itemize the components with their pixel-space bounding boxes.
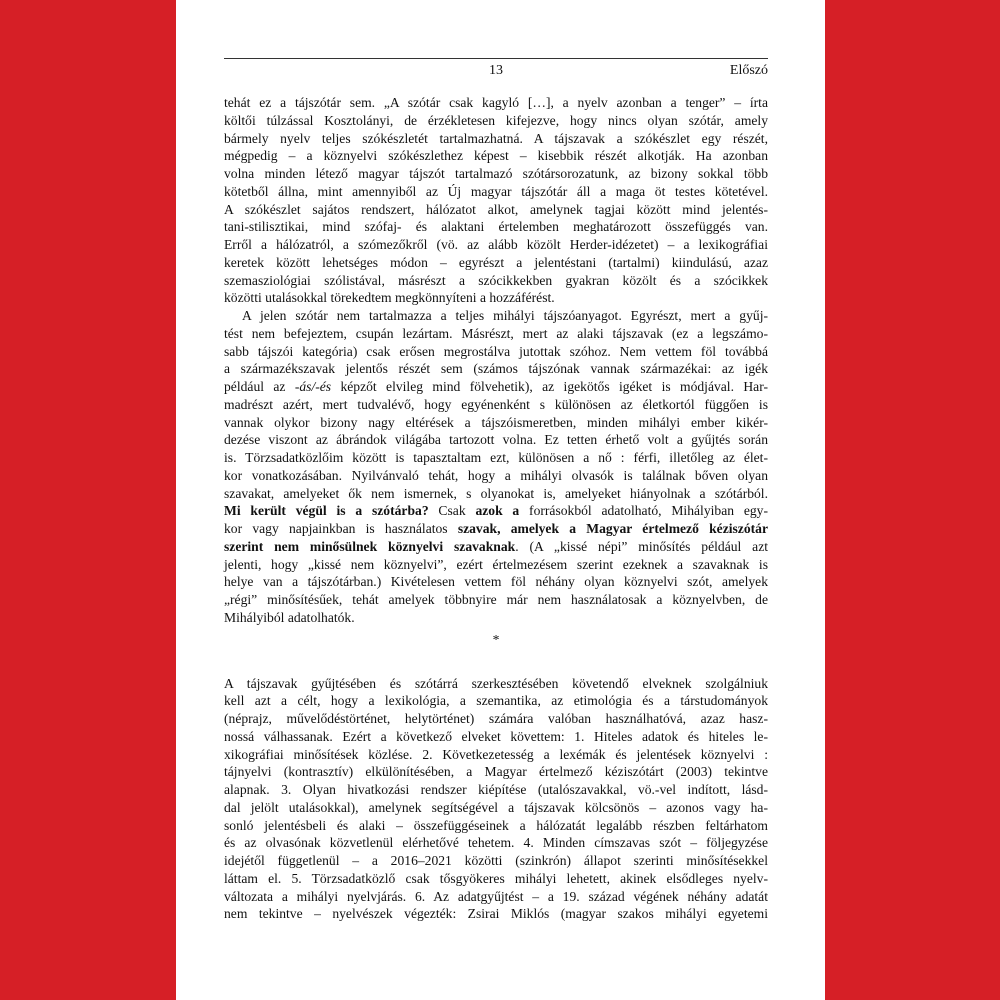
text-line: tést nem befejeztem, csupán lezártam. Másrészt, mert az alaki tájszavak (ez a legszámo- <box>224 325 768 341</box>
text-line: láttam el. 5. Törzsadatközlő csak tősgyökeres mihályi lehetett, akinek elsődleges nyelv- <box>224 870 768 886</box>
text-line: kor vagy napjainkban is használatos szavak, amelyek a Magyar értelmező kéziszótár <box>224 521 768 536</box>
text-line: szemasziológiai szólistával, másrészt a szócikkekben gyakran közölt és a szócikkek <box>224 272 768 288</box>
text-line: költői túlzással Kosztolányi, de érzékletesen kifejezve, hogy nincs olyan szótár, amely <box>224 112 768 128</box>
text-line: xikográfiai minősítések közlése. 2. Következetesség a lexémák és jelentések köznyelvi : <box>224 746 768 762</box>
text-line: Mi került végül is a szótárba? Csak azok a forrásokból adatolható, Mihályiban egy- <box>224 503 768 519</box>
text-line: sabb tájszói kategória) csak erősen megrostálva jutottak szóhoz. Nem vettem föl továbbá <box>224 343 768 359</box>
text-line: jelenti, hogy „kissé nem köznyelvi”, ezért értelmezésem szerint ezeknek a szavaknak is <box>224 556 768 572</box>
text-line: nossá válhassanak. Ezért a következő elveket követtem: 1. Hiteles adatok és hiteles le- <box>224 728 768 744</box>
text-line: keretek között lehetséges módon – egyrészt a jelentéstani (tartalmi) kiindulású, azaz <box>224 254 768 270</box>
text-line: nem tekintve – nyelvészek végezték: Zsirai Miklós (magyar szakos mihályi egyetemi <box>224 906 768 922</box>
text-line: A jelen szótár nem tartalmazza a teljes mihályi tájszóanyagot. Egyrészt, mert a gyűj- <box>242 308 768 323</box>
section-separator: * <box>492 631 500 647</box>
text-line: idejétől függetlenül – a 2016–2021 közötti (szinkrón) állapot szerinti minősítésekkel <box>224 853 768 868</box>
text-line: szerint nem minősülnek köznyelvi szavaknak. (A „kissé népi” minősítés például azt <box>224 538 769 554</box>
text-line: bármely nyelv teljes szókészletét tartalmazhatná. A tájszavak a szókészlet egy részét, <box>224 130 768 146</box>
text-line: „régi” minősítésűek, tehát amelyek többnyire már nem használatosak a köznyelvben, de <box>224 592 768 607</box>
text-line: dezése viszont az ábrándok világába tartozott volna. Ez tetten érhető volt a gyűjtés során <box>224 432 768 448</box>
text-line: dal jelölt utalásokkal), amelynek segítségével a tájszavak kölcsönös – azonos vagy ha- <box>224 799 768 815</box>
page-number: 13 <box>489 63 503 78</box>
book-page <box>176 0 825 1000</box>
text-line: kötetből állna, mint amennyiből az Új magyar tájszótár áll a maga öt testes kötetével. <box>224 183 768 199</box>
text-line: tehát ez a tájszótár sem. „A szótár csak kagyló […], a nyelv azonban a tenger” – írta <box>224 95 768 110</box>
text-line: vannak olykor bizony nagy eltérések a tájszóismeretben, minden mihályi ember kikér- <box>224 414 768 430</box>
text-line: A tájszavak gyűjtésében és szótárrá szerkesztésében követendő elveknek szolgálniuk <box>224 675 768 691</box>
text-line: tájnyelvi (kontrasztív) elkülönítésében, a Magyar értelmező kéziszótárt (2003) tekintve <box>224 764 768 780</box>
text-line: helye van a tájszótárban.) Kivételesen vettem föl néhány olyan köznyelvi szót, amelyek <box>224 574 768 590</box>
spacer <box>224 661 768 675</box>
body-text <box>224 94 768 923</box>
text-line: alapnak. 3. Olyan hivatkozási rendszer kiépítése (utalószavakkal, vö.-vel indított, lásd- <box>224 782 768 797</box>
text-line: változata a mihályi nyelvjárás. 6. Az adatgyűjtést – a 19. század végének néhány adatát <box>224 888 768 904</box>
text-line: Mihályiból adatolhatók. <box>224 609 355 625</box>
text-line: sonló jelentésbeli és alaki – összefüggéseinek a hálózatát legalább részben feltárhatom <box>224 817 768 833</box>
text-line: madrészt azért, mert tudvalévő, hogy egyénenként s különösen az életkortól függően is <box>224 396 768 412</box>
text-line: szavakat, amelyeket ők nem ismernek, s olyanokat is, amelyeket hiányolnak a szótárból. <box>224 485 768 501</box>
text-line: tani-stilisztikai, mind szófaj- és alaktani értelemben meghatározott összefüggés van. <box>224 219 768 235</box>
text-line: mégpedig – a köznyelvi szókészlethez képest – kisebbik részét alkotják. Ha azonban <box>224 148 768 164</box>
text-line: közötti utalásokkal törekedtem megkönnyíteni a hozzáférést. <box>224 290 555 306</box>
text-line: például az -ás/-és képzőt elvileg mind fölvehetik), az igekötős igéket is módjával. Har- <box>224 379 768 394</box>
chapter-title: Előszó <box>729 63 768 78</box>
running-header <box>224 58 768 81</box>
text-line: és az olvasónak közvetlenül elérhetővé tehetem. 4. Minden címszavas szót – följegyzése <box>224 835 768 851</box>
text-line: kor vonatkozásában. Nyilvánvaló tehát, hogy a mihályi olvasók is találnak bőven olyan <box>224 467 768 483</box>
text-line: a származékszavak jelentős részét sem (számos tájszónak vannak származékai: az igék <box>224 361 768 377</box>
text-line: (néprajz, művelődéstörténet, helytörténet) számára valóban használhatóvá, azaz hasz- <box>224 711 768 726</box>
text-line: A szókészlet sajátos rendszert, hálózatot alkot, amelynek tagjai között mind jelentés- <box>224 201 768 217</box>
text-line: kell azt a célt, hogy a lexikológia, a szemantika, az etimológia és a társtudományok <box>224 693 768 709</box>
text-line: is. Törzsadatközlőim között is tapasztaltam ezt, különösen a nő : férfi, illetőleg az élet- <box>224 450 768 465</box>
text-line: volna minden létező magyar tájszót tartalmazó szótársorozatunk, az bizony sokkal több <box>224 166 768 181</box>
text-line: Erről a hálózatról, a szómezőkről (vö. az alább közölt Herder-idézetet) – a lexikográfiai <box>224 237 768 252</box>
